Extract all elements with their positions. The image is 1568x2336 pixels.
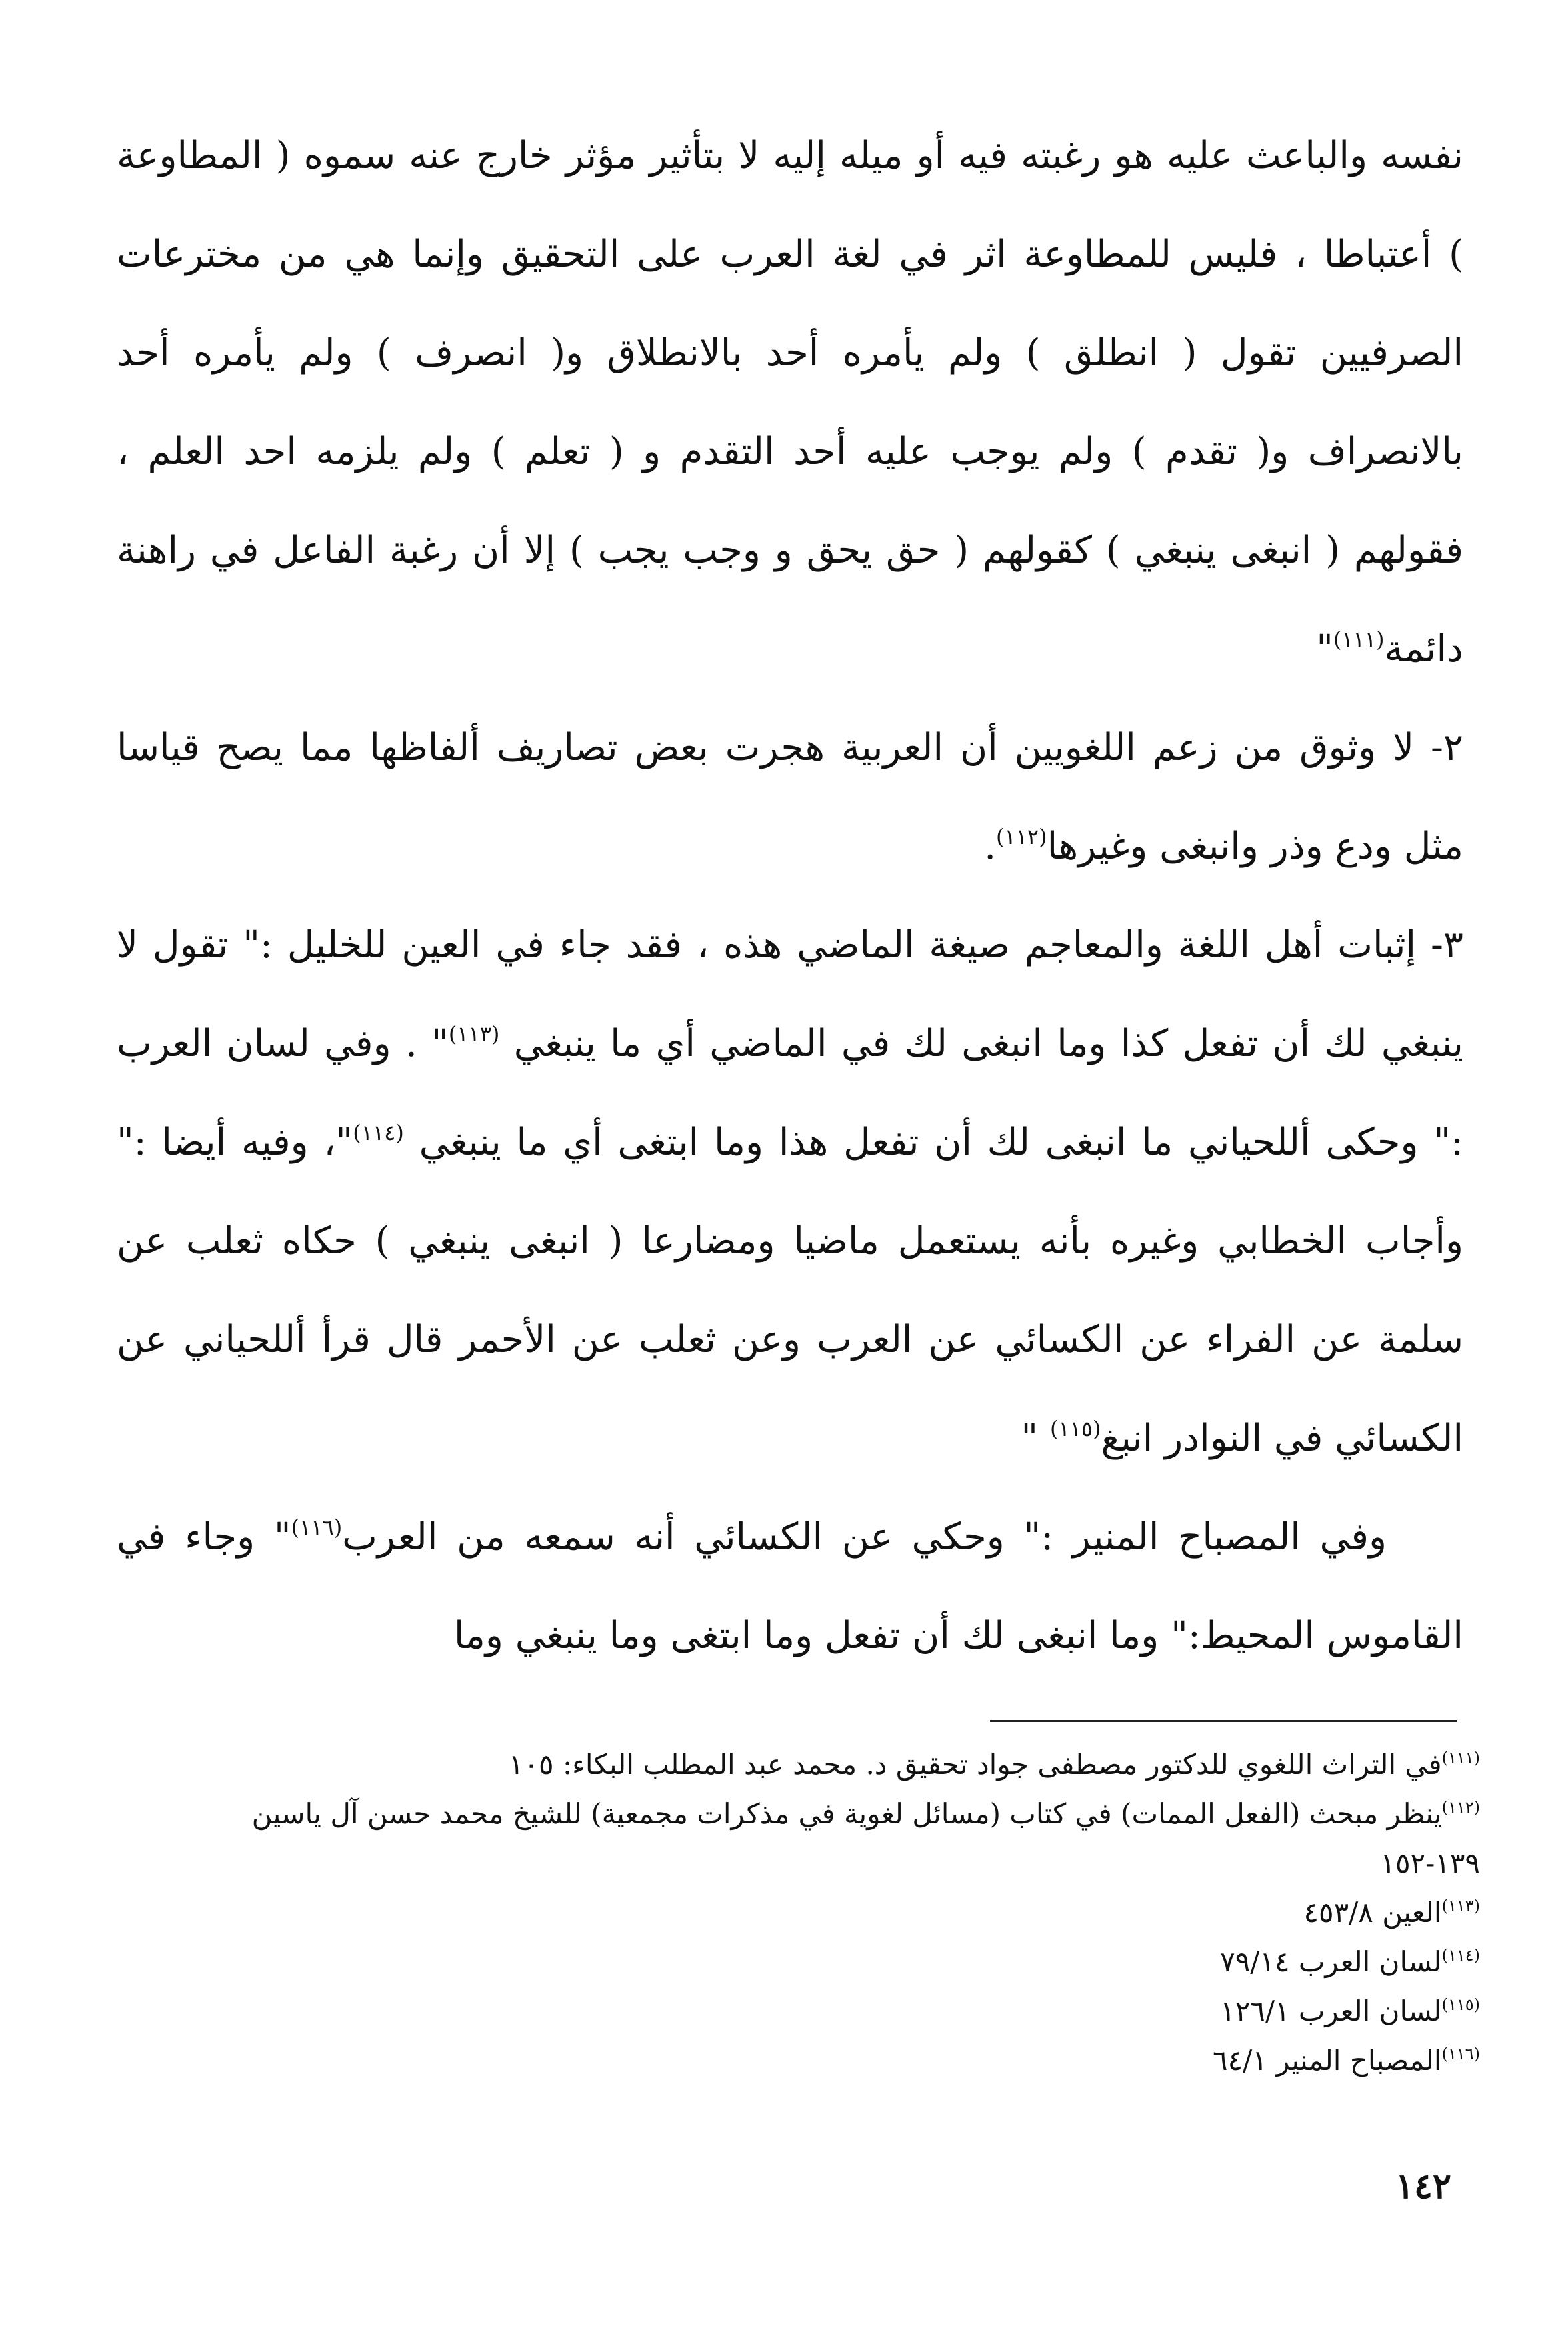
footnote-text: لسان العرب ١٢٦/١ <box>1220 1995 1442 2027</box>
footnote-ref-115: (١١٥) <box>1049 1416 1101 1441</box>
list-item-3-text-a: إثبات أهل اللغة والمعاجم صيغة الماضي هذه ، فقد جاء في العين للخليل :" تقول لا ينبغي لك أن تفعل كذا وما انبغى لك في الماضي أي ما ينبغي <box>117 923 1463 1065</box>
footnote-text: المصباح المنير ٦٤/١ <box>1213 2044 1442 2077</box>
footnote-111 <box>153 1740 1480 1789</box>
list-item-3-text-c: "، وفيه أيضا :" وأجاب الخطابي وغيره بأنه يستعمل ماضيا ومضارعا ( انبغى ينبغي ) حكاه ثعلب عن سلمة عن الفراء عن الكسائي عن العرب وعن ثعلب عن الأحمر قال قرأ أللحياني عن الكسائي في النوادر انبغ <box>117 1121 1464 1460</box>
footnote-mark: (١١٢) <box>1441 1798 1480 1817</box>
list-item-2-text: لا وثوق من زعم اللغويين أن العربية هجرت بعض تصاريف ألفاظها مما يصح قياسا مثل ودع وذر وانبغى وغيرها <box>117 726 1463 868</box>
footnotes <box>153 1740 1480 2085</box>
footnote-mark: (١١١) <box>1441 1749 1480 1767</box>
list-number: ٢- <box>1430 726 1463 769</box>
closing-quote: " <box>1316 627 1333 671</box>
footnote-ref-111: (١١١) <box>1333 627 1385 652</box>
paragraph-4-text-a: وفي المصباح المنير :" وحكي عن الكسائي أنه سمعه من العرب <box>342 1515 1387 1559</box>
footnote-ref-116: (١١٦) <box>291 1515 343 1540</box>
list-item-3 <box>117 896 1463 1488</box>
footnote-text: في التراث اللغوي للدكتور مصطفى جواد تحقيق د. محمد عبد المطلب البكاء: ١٠٥ <box>508 1748 1442 1781</box>
footnote-112 <box>153 1789 1480 1888</box>
footnote-ref-112: (١١٢) <box>996 824 1047 849</box>
list-item-2 <box>117 699 1463 896</box>
main-text <box>117 107 1463 1685</box>
footnote-114 <box>153 1937 1480 1987</box>
paragraph-1 <box>117 107 1463 699</box>
paragraph-4 <box>117 1488 1463 1685</box>
footnote-mark: (١١٣) <box>1441 1897 1480 1915</box>
footnote-mark: (١١٦) <box>1441 2045 1480 2063</box>
page-number: ١٤٢ <box>1395 2166 1451 2207</box>
footnote-separator <box>990 1720 1457 1722</box>
footnote-text: العين ٤٥٣/٨ <box>1303 1896 1442 1929</box>
list-item-3-text-b: " . وفي لسان العرب :" وحكى أللحياني ما انبغى لك أن تفعل هذا وما ابتغى أي ما ينبغي <box>117 1022 1463 1164</box>
footnote-115 <box>153 1987 1480 2036</box>
footnote-116 <box>153 2036 1480 2085</box>
paragraph-4-text-b: " وجاء في القاموس المحيط:" وما انبغى لك أن تفعل وما ابتغى وما ينبغي وما <box>117 1515 1463 1657</box>
paragraph-1-text: نفسه والباعث عليه هو رغبته فيه أو ميله إليه لا بتأثير مؤثر خارج عنه سموه ( المطاوعة ) أعتباطا ، فليس للمطاوعة اثر في لغة العرب على التحقيق وإنما هي من مخترعات الصرفيين تقول ( انطلق ) ولم يأمره أحد بالانطلاق و( انصرف ) ولم يأمره أحد بالانصراف و( تقدم ) ولم يوجب عليه أحد التقدم و ( تعلم ) ولم يلزمه احد العلم ، فقولهم ( انبغى ينبغي ) كقولهم ( حق يحق و وجب يجب ) إلا أن رغبة الفاعل في راهنة دائمة <box>117 134 1463 671</box>
footnote-text: لسان العرب ٧٩/١٤ <box>1220 1945 1442 1978</box>
closing-quote: " <box>1021 1417 1050 1460</box>
list-number: ٣- <box>1431 923 1463 967</box>
footnote-ref-113: (١١٣) <box>448 1021 500 1047</box>
footnote-113 <box>153 1888 1480 1937</box>
footnote-ref-114: (١١٤) <box>353 1120 404 1145</box>
footnote-text: ينظر مبحث (الفعل الممات) في كتاب (مسائل لغوية في مذكرات مجمعية) للشيخ محمد حسن آل ياسين ١٣٩-١٥٢ <box>251 1797 1480 1879</box>
footnote-mark: (١١٤) <box>1441 1946 1480 1965</box>
footnote-mark: (١١٥) <box>1441 1995 1480 2014</box>
sentence-end: . <box>984 825 997 868</box>
